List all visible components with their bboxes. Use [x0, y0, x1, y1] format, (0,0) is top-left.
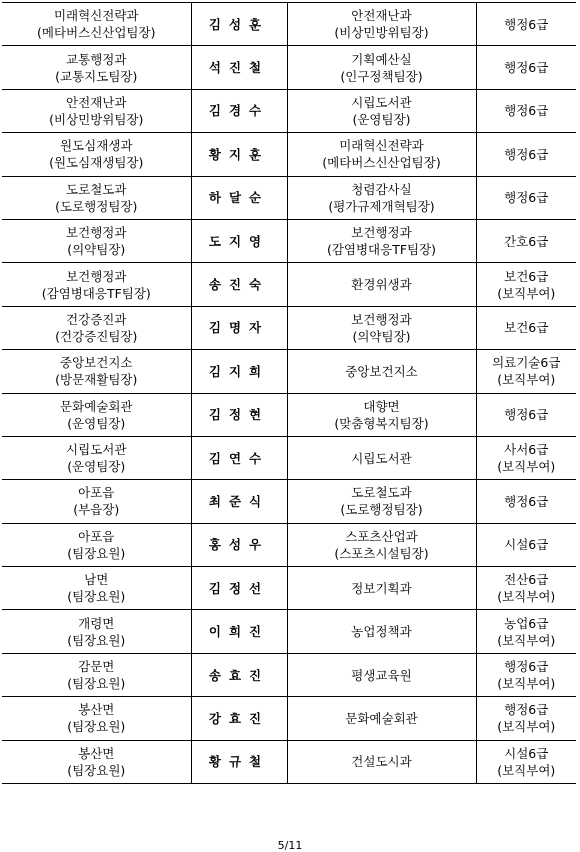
previous-post-line: (건강증진팀장) — [55, 328, 138, 344]
new-post-line: 농업정책과 — [351, 624, 412, 640]
new-post-line: (인구정책팀장) — [340, 68, 423, 84]
previous-post-cell — [2, 436, 191, 479]
grade-cell — [476, 306, 576, 349]
new-post-line: (의약팀장) — [352, 328, 411, 344]
previous-post-line: (운영팀장) — [67, 459, 126, 475]
new-post-cell — [287, 523, 476, 566]
table-row — [2, 436, 576, 479]
new-post-line: (평가규제개혁팀장) — [328, 198, 435, 214]
grade-line: 사서6급 — [504, 442, 549, 458]
new-post-line: (비상민방위팀장) — [334, 25, 429, 41]
table-row — [2, 133, 576, 176]
grade-line: 행정6급 — [504, 60, 549, 76]
new-post-cell — [287, 263, 476, 306]
previous-post-cell — [2, 89, 191, 132]
grade-cell — [476, 46, 576, 89]
grade-line: (보직부여) — [497, 719, 556, 735]
grade-line: 행정6급 — [504, 16, 549, 32]
new-post-line: (운영팀장) — [352, 111, 411, 127]
previous-post-line: 원도심재생과 — [60, 138, 133, 154]
previous-post-line: (의약팀장) — [67, 242, 126, 258]
employee-name-cell: 황규철 — [191, 740, 287, 783]
employee-name-cell: 김정현 — [191, 393, 287, 436]
grade-line: 행정6급 — [504, 103, 549, 119]
previous-post-cell — [2, 306, 191, 349]
new-post-line: 문화예술회관 — [345, 710, 418, 726]
previous-post-line: (교통지도팀장) — [55, 68, 138, 84]
previous-post-line: (팀장요원) — [67, 589, 126, 605]
grade-line: (보직부여) — [497, 632, 556, 648]
previous-post-line: (팀장요원) — [67, 545, 126, 561]
new-post-cell — [287, 480, 476, 523]
grade-line: (보직부여) — [497, 285, 556, 301]
employee-name-cell: 김명자 — [191, 306, 287, 349]
new-post-line: (메타버스신산업팀장) — [322, 155, 441, 171]
new-post-line: (도로행정팀장) — [340, 502, 423, 518]
previous-post-cell — [2, 480, 191, 523]
grade-line: 농업6급 — [504, 615, 549, 631]
grade-line: 보건6급 — [504, 268, 549, 284]
new-post-line: 안전재난과 — [351, 8, 412, 24]
employee-name-cell: 이희진 — [191, 610, 287, 653]
table-row — [2, 219, 576, 262]
employee-name-cell: 도지영 — [191, 219, 287, 262]
table-row — [2, 610, 576, 653]
employee-name-cell: 김성훈 — [191, 3, 287, 46]
employee-name-cell: 강효진 — [191, 697, 287, 740]
previous-post-cell — [2, 740, 191, 783]
new-post-line: 청렴감사실 — [351, 181, 412, 197]
grade-line: 시설6급 — [504, 537, 549, 553]
previous-post-line: (메타버스신산업팀장) — [37, 25, 156, 41]
grade-line: 전산6급 — [504, 572, 549, 588]
previous-post-line: 시립도서관 — [66, 442, 127, 458]
previous-post-line: (원도심재생팀장) — [49, 155, 144, 171]
previous-post-line: 보건행정과 — [66, 225, 127, 241]
new-post-line: 도로철도과 — [351, 485, 412, 501]
previous-post-line: 봉산면 — [78, 702, 115, 718]
grade-cell — [476, 393, 576, 436]
grade-cell — [476, 350, 576, 393]
previous-post-line: 보건행정과 — [66, 268, 127, 284]
new-post-line: 보건행정과 — [351, 225, 412, 241]
previous-post-line: 미래혁신전략과 — [53, 8, 139, 24]
previous-post-line: (비상민방위팀장) — [49, 111, 144, 127]
new-post-line: 기획예산실 — [351, 51, 412, 67]
new-post-cell — [287, 219, 476, 262]
previous-post-line: (감염병대응TF팀장) — [41, 285, 151, 301]
new-post-line: (맞춤형복지팀장) — [334, 415, 429, 431]
new-post-line: 중앙보건지소 — [345, 363, 418, 379]
grade-cell — [476, 653, 576, 696]
new-post-line: 미래혁신전략과 — [339, 138, 424, 154]
grade-line: 행정6급 — [504, 146, 549, 162]
grade-line: (보직부여) — [497, 372, 556, 388]
grade-line: 간호6급 — [504, 233, 549, 249]
previous-post-cell — [2, 393, 191, 436]
new-post-line: 보건행정과 — [351, 311, 412, 327]
employee-name-cell: 김경수 — [191, 89, 287, 132]
previous-post-line: 봉산면 — [78, 745, 115, 761]
new-post-line: (스포츠시설팀장) — [334, 545, 429, 561]
new-post-cell — [287, 176, 476, 219]
employee-name-cell: 김정선 — [191, 567, 287, 610]
grade-cell — [476, 697, 576, 740]
grade-cell — [476, 523, 576, 566]
previous-post-line: (팀장요원) — [67, 719, 126, 735]
grade-line: 의료기술6급 — [492, 355, 561, 371]
grade-line: 행정6급 — [504, 659, 549, 675]
table-row — [2, 306, 576, 349]
grade-line: (보직부여) — [497, 676, 556, 692]
grade-line: 시설6급 — [504, 745, 549, 761]
grade-line: 행정6급 — [504, 702, 549, 718]
grade-line: 보건6급 — [504, 320, 549, 336]
previous-post-cell — [2, 263, 191, 306]
employee-name-cell: 황지훈 — [191, 133, 287, 176]
previous-post-line: 중앙보건지소 — [60, 355, 133, 371]
previous-post-line: 문화예술회관 — [60, 398, 133, 414]
new-post-cell — [287, 610, 476, 653]
previous-post-cell — [2, 653, 191, 696]
new-post-cell — [287, 89, 476, 132]
grade-line: 행정6급 — [504, 493, 549, 509]
new-post-line: 시립도서관 — [351, 94, 412, 110]
table-row — [2, 46, 576, 89]
grade-line: (보직부여) — [497, 762, 556, 778]
table-row — [2, 350, 576, 393]
grade-cell — [476, 480, 576, 523]
previous-post-cell — [2, 610, 191, 653]
employee-name-cell: 최준식 — [191, 480, 287, 523]
table-row — [2, 89, 576, 132]
grade-cell — [476, 89, 576, 132]
previous-post-line: (운영팀장) — [67, 415, 126, 431]
employee-name-cell: 송진숙 — [191, 263, 287, 306]
new-post-line: 스포츠산업과 — [345, 528, 418, 544]
new-post-line: 환경위생과 — [351, 277, 412, 293]
table-row — [2, 653, 576, 696]
grade-cell — [476, 3, 576, 46]
table-row — [2, 3, 576, 46]
new-post-line: 건설도시과 — [351, 754, 412, 770]
table-row — [2, 176, 576, 219]
table-row — [2, 393, 576, 436]
new-post-line: 대향면 — [363, 398, 400, 414]
new-post-line: 평생교육원 — [351, 667, 412, 683]
new-post-line: 정보기획과 — [351, 580, 412, 596]
previous-post-line: (도로행정팀장) — [55, 198, 138, 214]
previous-post-line: 아포읍 — [78, 528, 115, 544]
employee-name-cell: 송효진 — [191, 653, 287, 696]
table-row — [2, 263, 576, 306]
previous-post-cell — [2, 3, 191, 46]
grade-cell — [476, 740, 576, 783]
table-row — [2, 523, 576, 566]
grade-cell — [476, 219, 576, 262]
table-row — [2, 740, 576, 783]
previous-post-line: 건강증진과 — [66, 311, 127, 327]
new-post-cell — [287, 350, 476, 393]
previous-post-line: 교통행정과 — [66, 51, 127, 67]
table-row — [2, 480, 576, 523]
new-post-cell — [287, 436, 476, 479]
table-row — [2, 697, 576, 740]
employee-name-cell: 김지희 — [191, 350, 287, 393]
employee-name-cell: 하달순 — [191, 176, 287, 219]
grade-cell — [476, 176, 576, 219]
previous-post-line: (팀장요원) — [67, 632, 126, 648]
grade-cell — [476, 133, 576, 176]
previous-post-line: (팀장요원) — [67, 676, 126, 692]
previous-post-cell — [2, 219, 191, 262]
personnel-table-body — [2, 3, 576, 784]
previous-post-cell — [2, 350, 191, 393]
grade-cell — [476, 263, 576, 306]
previous-post-line: (부읍장) — [73, 502, 120, 518]
previous-post-cell — [2, 567, 191, 610]
grade-line: 행정6급 — [504, 190, 549, 206]
new-post-line: 시립도서관 — [351, 450, 412, 466]
previous-post-cell — [2, 697, 191, 740]
previous-post-line: 감문면 — [78, 659, 115, 675]
previous-post-cell — [2, 523, 191, 566]
new-post-cell — [287, 697, 476, 740]
previous-post-line: (방문재활팀장) — [55, 372, 138, 388]
grade-cell — [476, 567, 576, 610]
new-post-cell — [287, 306, 476, 349]
new-post-cell — [287, 653, 476, 696]
previous-post-cell — [2, 46, 191, 89]
new-post-cell — [287, 740, 476, 783]
new-post-line: (감염병대응TF팀장) — [326, 242, 437, 258]
previous-post-line: 개령면 — [78, 615, 115, 631]
previous-post-line: 도로철도과 — [66, 181, 127, 197]
previous-post-line: 아포읍 — [78, 485, 115, 501]
grade-cell — [476, 610, 576, 653]
employee-name-cell: 홍성우 — [191, 523, 287, 566]
new-post-cell — [287, 567, 476, 610]
grade-line: (보직부여) — [497, 589, 556, 605]
personnel-table — [2, 2, 576, 784]
new-post-cell — [287, 3, 476, 46]
employee-name-cell: 석진철 — [191, 46, 287, 89]
grade-line: (보직부여) — [497, 459, 556, 475]
previous-post-cell — [2, 133, 191, 176]
new-post-cell — [287, 133, 476, 176]
previous-post-line: 남면 — [84, 572, 109, 588]
previous-post-line: (팀장요원) — [67, 762, 126, 778]
grade-cell — [476, 436, 576, 479]
page-number: 5/11 — [277, 839, 303, 852]
new-post-cell — [287, 393, 476, 436]
grade-line: 행정6급 — [504, 407, 549, 423]
employee-name-cell: 김연수 — [191, 436, 287, 479]
previous-post-line: 안전재난과 — [66, 94, 127, 110]
previous-post-cell — [2, 176, 191, 219]
new-post-cell — [287, 46, 476, 89]
table-row — [2, 567, 576, 610]
